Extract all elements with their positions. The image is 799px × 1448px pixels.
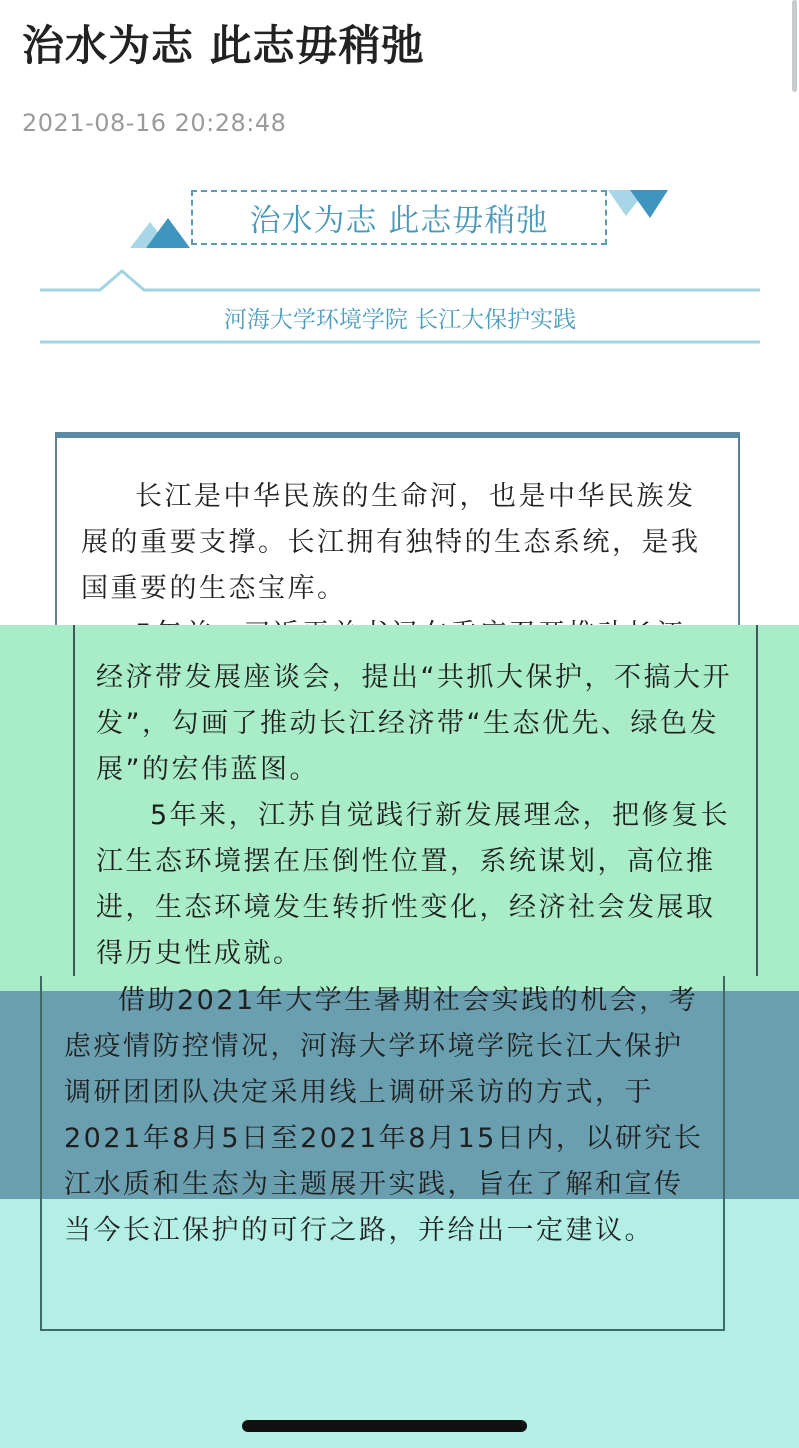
paragraph-3: 5年来，江苏自觉践行新发展理念，把修复长江生态环境摆在压倒性位置，系统谋划，高位推进，生态环境发生转折性变化，经济社会发展取得历史性成就。 bbox=[96, 800, 731, 969]
paragraph-1: 长江是中华民族的生命河，也是中华民族发展的重要支撑。长江拥有独特的生态系统，是我国重要的生态宝库。 bbox=[81, 481, 701, 604]
article-title: 治水为志 此志毋稍弛 bbox=[22, 21, 425, 70]
banner-subtitle: 河海大学环境学院 长江大保护实践 bbox=[223, 307, 577, 333]
scrollbar[interactable] bbox=[792, 0, 797, 92]
paragraph-2-rest: 经济带发展座谈会，提出“共抓大保护，不搞大开发”，勾画了推动长江经济带“生态优先、绿色发展”的宏伟蓝图。 bbox=[96, 662, 732, 785]
divider-line-bottom bbox=[38, 339, 762, 345]
mountain-right-icon bbox=[606, 186, 670, 220]
home-indicator[interactable] bbox=[242, 1420, 527, 1432]
banner-title-box: 治水为志 此志毋稍弛 bbox=[191, 190, 607, 245]
mountain-left-icon bbox=[130, 214, 192, 250]
paragraph-4: 借助2021年大学生暑期社会实践的机会，考虑疫情防控情况，河海大学环境学院长江大保护调研团团队决定采用线上调研采访的方式，于2021年8月5日至2021年8月15日内，以研究长江水质和生态为主题展开实践，旨在了解和宣传当今长江保护的可行之路，并给出一定建议。 bbox=[64, 985, 704, 1246]
overlay-screenshot bbox=[0, 625, 799, 1448]
publish-datetime: 2021-08-16 20:28:48 bbox=[22, 109, 287, 137]
divider-line-top bbox=[38, 266, 762, 296]
